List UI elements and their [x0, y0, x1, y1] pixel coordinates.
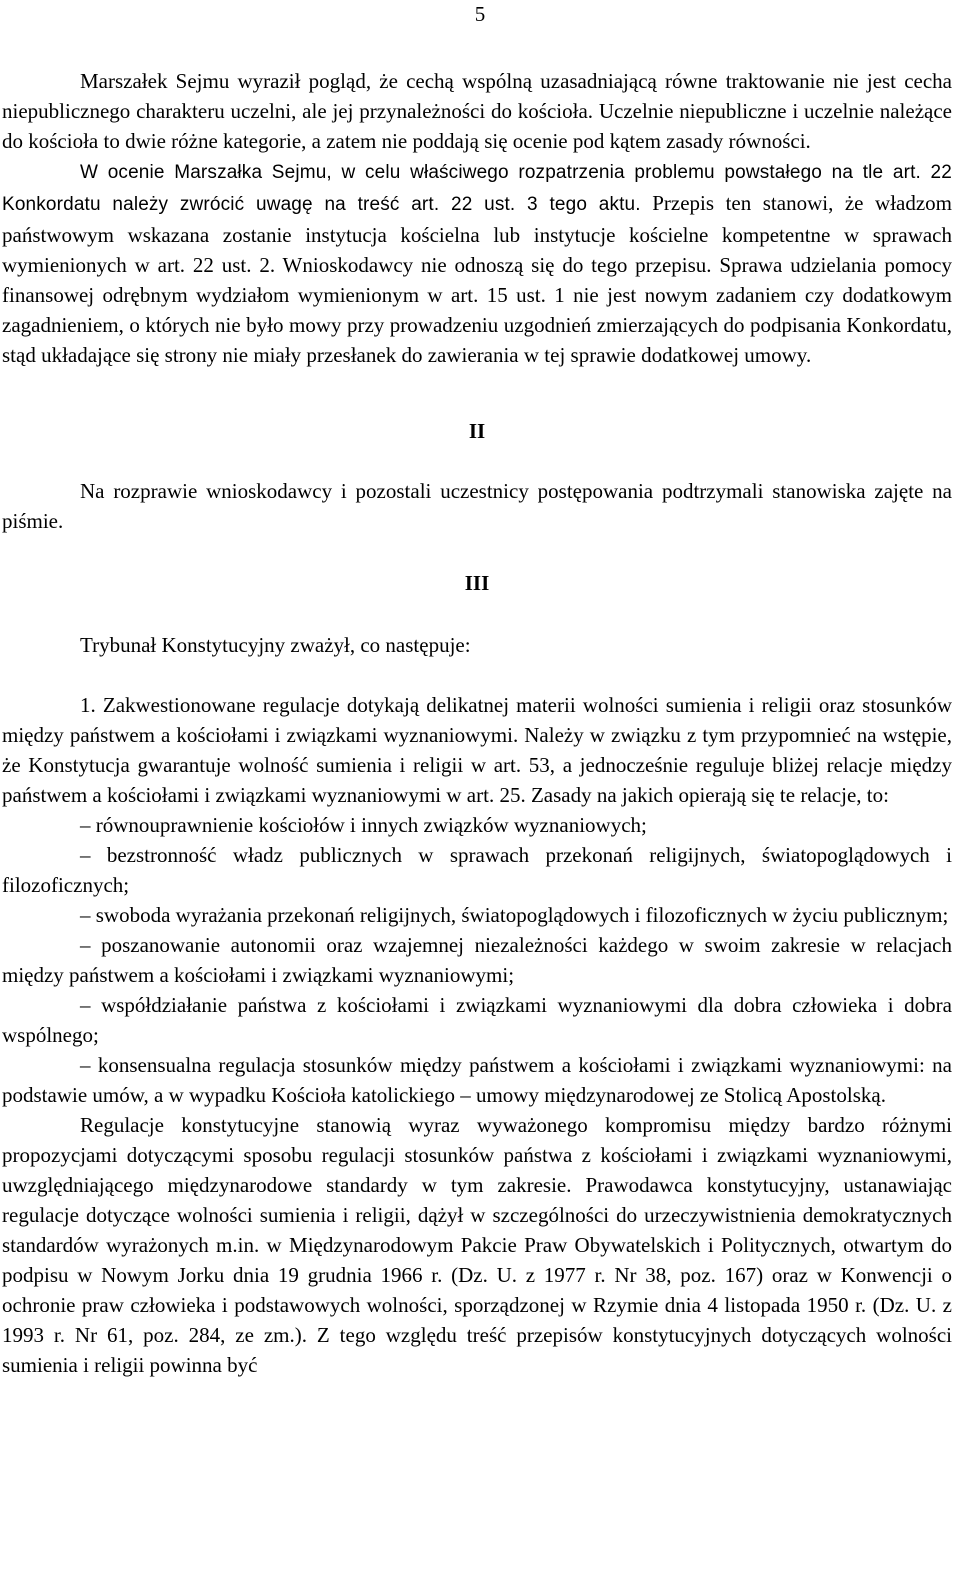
paragraph-art-22	[2, 156, 952, 370]
paragraph-court-considered: Trybunał Konstytucyjny zważył, co następuje:	[80, 633, 471, 657]
document-body	[2, 66, 952, 1380]
list-item: – współdziałanie państwa z kościołami i związkami wyznaniowymi dla dobra człowieka i dobra wspólnego;	[2, 993, 952, 1047]
paragraph-hearing: Na rozprawie wnioskodawcy i pozostali uczestnicy postępowania podtrzymali stanowiska zajęte na piśmie.	[2, 479, 952, 533]
section-heading-ii: II	[468, 419, 486, 443]
paragraph-marshal-view: Marszałek Sejmu wyraził pogląd, że cechą wspólną uzasadniającą równe traktowanie nie jest cecha niepublicznego charakteru uczelni, ale jej przynależności do kościoła. Uczelnie niepubliczne i uczelnie należące do kościoła to dwie różne kategorie, a zatem nie poddają się ocenie pod kątem zasady równości.	[2, 69, 952, 153]
section-heading-iii: III	[464, 571, 490, 595]
paragraph-art-22-serif-part: Przepis ten stanowi, że władzom państwowym wskazana zostanie instytucja kościelna lub instytucje kościelne kompetentne w sprawach wymienionych w art. 22 ust. 2. Wnioskodawcy nie odnoszą się do tego przepisu. Sprawa udzielania pomocy finansowej odrębnym wydziałom wymienionym w art. 15 ust. 1 nie jest nowym zadaniem czy dodatkowym zagadnieniem, o których nie było mowy przy prowadzeniu uzgodnień zmierzających do podpisania Konkordatu, stąd układające się strony nie miały przesłanek do zawierania w tej sprawie dodatkowej umowy.	[2, 191, 953, 367]
list-item: – poszanowanie autonomii oraz wzajemnej niezależności każdego w swoim zakresie w relacjach między państwem a kościołami i związkami wyznaniowymi;	[2, 933, 952, 987]
paragraph-point-1: 1. Zakwestionowane regulacje dotykają delikatnej materii wolności sumienia i religii oraz stosunków między państwem a kościołami i związkami wyznaniowymi. Należy w związku z tym przypomnieć na wstępie, że Konstytucja gwarantuje wolność sumienia i religii w art. 53, a jednocześnie reguluje bliżej relacje między państwem a kościołami i związkami wyznaniowymi w art. 25. Zasady na jakich opierają się te relacje, to:	[2, 693, 952, 807]
page-number: 5	[474, 2, 486, 26]
paragraph-art-22-sans-part: W ocenie Marszałka Sejmu, w celu właściwego rozpatrzenia problemu powstałego na tle art. 22 Konkordatu należy zwrócić uwagę na treść art. 22 ust. 3 tego aktu.	[2, 162, 952, 215]
list-item: – konsensualna regulacja stosunków między państwem a kościołami i związkami wyznaniowymi: na podstawie umów, a w wypadku Kościoła katolickiego – umowy międzynarodowej ze Stolicą Apostolską.	[2, 1053, 952, 1107]
list-item: – bezstronność władz publicznych w sprawach przekonań religijnych, światopoglądowych i filozoficznych;	[2, 843, 952, 897]
list-item: – równouprawnienie kościołów i innych związków wyznaniowych;	[80, 813, 647, 837]
paragraph-constitutional-regulations: Regulacje konstytucyjne stanowią wyraz wyważonego kompromisu między bardzo różnymi propozycjami dotyczącymi sposobu regulacji stosunków państwa z kościołami i związkami wyznaniowymi, uwzględniającego międzynarodowe standardy w tym zakresie. Prawodawca konstytucyjny, ustanawiając regulacje dotyczące wolności sumienia i religii, dążył w szczególności do urzeczywistnienia demokratycznych standardów wyrażonych m.in. w Międzynarodowym Pakcie Praw Obywatelskich i Politycznych, otwartym do podpisu w Nowym Jorku dnia 19 grudnia 1966 r. (Dz. U. z 1977 r. Nr 38, poz. 167) oraz w Konwencji o ochronie praw człowieka i podstawowych wolności, sporządzonej w Rzymie dnia 4 listopada 1950 r. (Dz. U. z 1993 r. Nr 61, poz. 284, ze zm.). Z tego względu treść przepisów konstytucyjnych dotyczących wolności sumienia i religii powinna być	[2, 1113, 952, 1377]
list-item: – swoboda wyrażania przekonań religijnych, światopoglądowych i filozoficznych w życiu publicznym;	[80, 903, 949, 927]
